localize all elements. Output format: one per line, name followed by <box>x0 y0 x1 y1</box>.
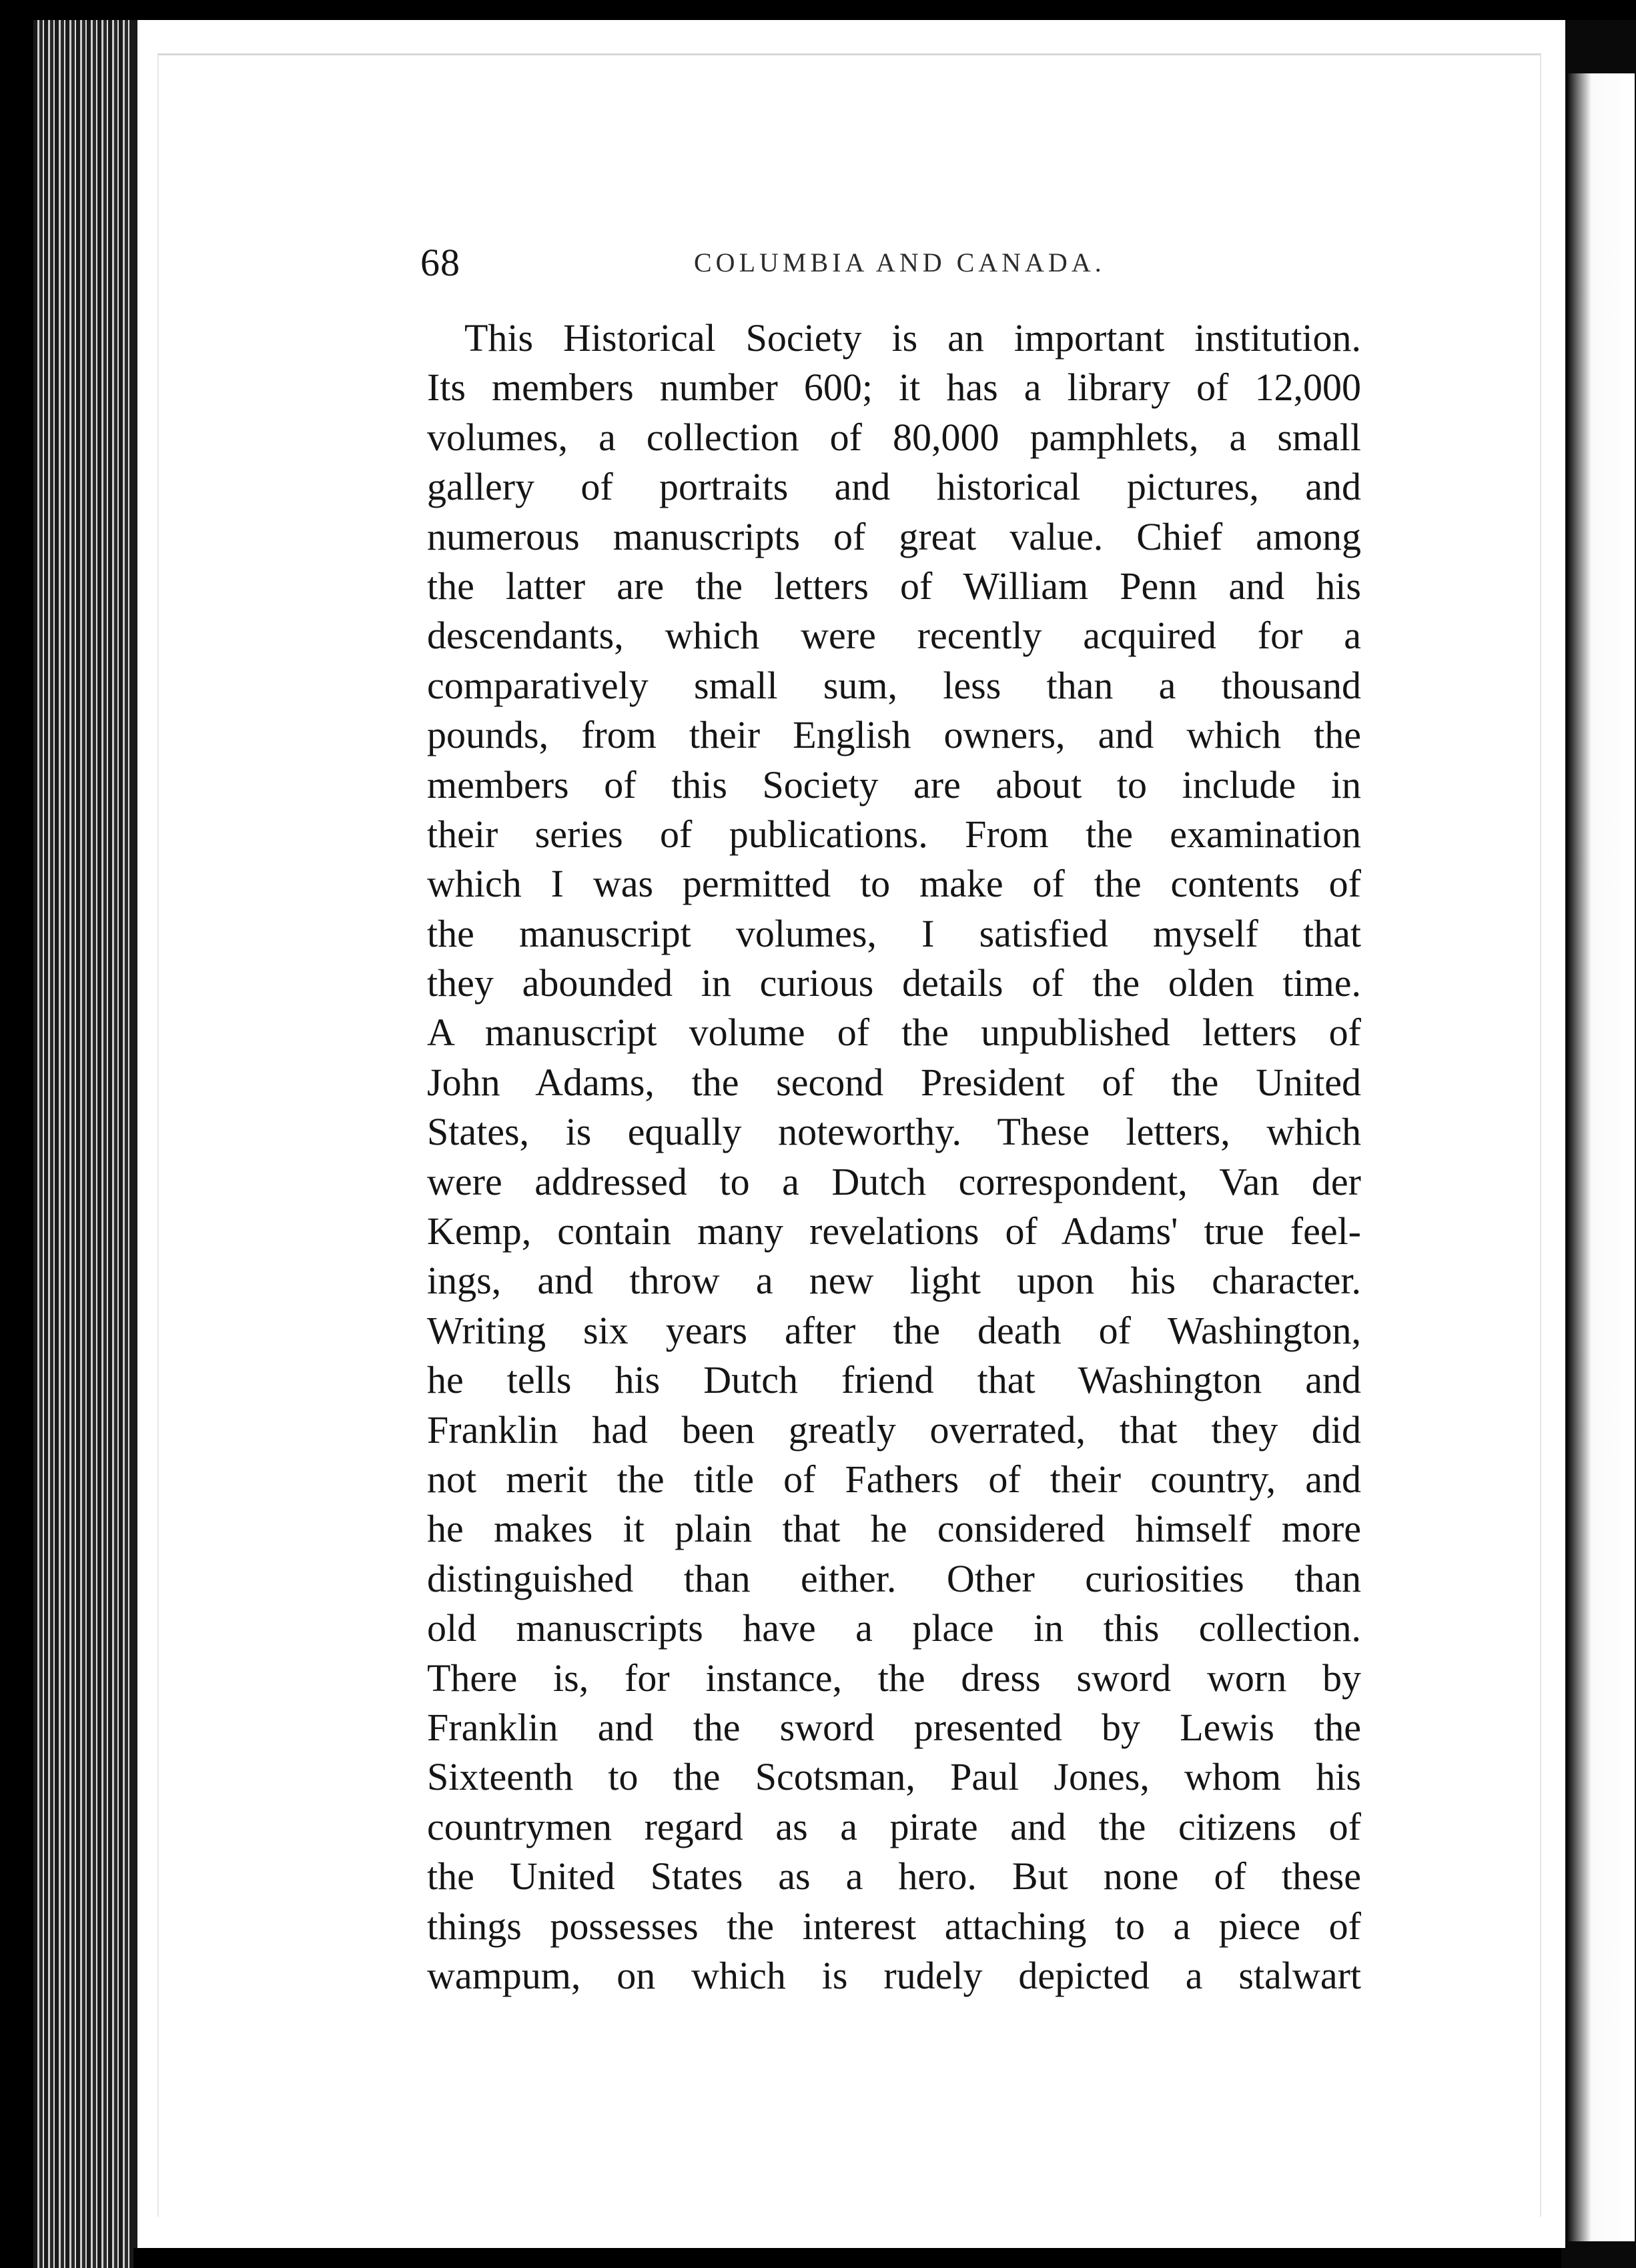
text-line: members of this Society are about to include in <box>427 762 1361 806</box>
text-line: There is, for instance, the dress sword worn by <box>427 1656 1361 1700</box>
text-line: wampum, on which is rudely depicted a stalwart <box>427 1953 1361 1997</box>
text-line: A manuscript volume of the unpublished letters of <box>427 1011 1361 1055</box>
text-line: descendants, which were recently acquired for a <box>427 614 1361 658</box>
text-line: they abounded in curious details of the olden time. <box>427 961 1361 1005</box>
text-line: Writing six years after the death of Washington, <box>427 1308 1361 1352</box>
text-line: the latter are the letters of William Penn and his <box>427 564 1361 608</box>
text-line: Sixteenth to the Scotsman, Paul Jones, whom his <box>427 1755 1361 1799</box>
book-page-edges <box>33 20 133 2268</box>
page-header <box>420 240 1354 287</box>
text-line: the United States as a hero. But none of these <box>427 1854 1361 1898</box>
text-line: he makes it plain that he considered himself more <box>427 1507 1361 1551</box>
text-line: Kemp, contain many revelations of Adams' true feel- <box>427 1209 1361 1253</box>
text-line: volumes, a collection of 80,000 pamphlets, a small <box>427 415 1361 459</box>
text-line: which I was permitted to make of the contents of <box>427 862 1361 906</box>
text-line: their series of publications. From the examination <box>427 812 1361 856</box>
text-line: This Historical Society is an important institution. <box>464 316 1361 360</box>
text-line: pounds, from their English owners, and which the <box>427 713 1361 757</box>
text-line: were addressed to a Dutch correspondent, Van der <box>427 1159 1361 1203</box>
text-line: ings, and throw a new light upon his character. <box>427 1259 1361 1303</box>
text-line: countrymen regard as a pirate and the citizens of <box>427 1804 1361 1848</box>
running-head: COLUMBIA AND CANADA. <box>694 247 1106 277</box>
text-line: Franklin had been greatly overrated, that they did <box>427 1407 1361 1452</box>
text-line: Its members number 600; it has a library of 12,000 <box>427 366 1361 410</box>
page-number: 68 <box>420 241 460 284</box>
text-line: old manuscripts have a place in this collection. <box>427 1606 1361 1650</box>
text-line: States, is equally noteworthy. These letters, which <box>427 1110 1361 1154</box>
text-line: Franklin and the sword presented by Lewis the <box>427 1705 1361 1749</box>
text-line: the manuscript volumes, I satisfied myself that <box>427 911 1361 955</box>
text-line: gallery of portraits and historical pictures, and <box>427 465 1361 509</box>
text-line: not merit the title of Fathers of their country, and <box>427 1457 1361 1501</box>
body-paragraph <box>427 314 1361 2001</box>
text-line: things possesses the interest attaching to a piece of <box>427 1904 1361 1948</box>
text-line: numerous manuscripts of great value. Chief among <box>427 514 1361 558</box>
text-line: he tells his Dutch friend that Washington and <box>427 1358 1361 1402</box>
text-line: distinguished than either. Other curiosities than <box>427 1556 1361 1600</box>
text-line: John Adams, the second President of the United <box>427 1060 1361 1104</box>
text-line: comparatively small sum, less than a thousand <box>427 663 1361 707</box>
next-page-edge <box>1568 73 1635 2241</box>
